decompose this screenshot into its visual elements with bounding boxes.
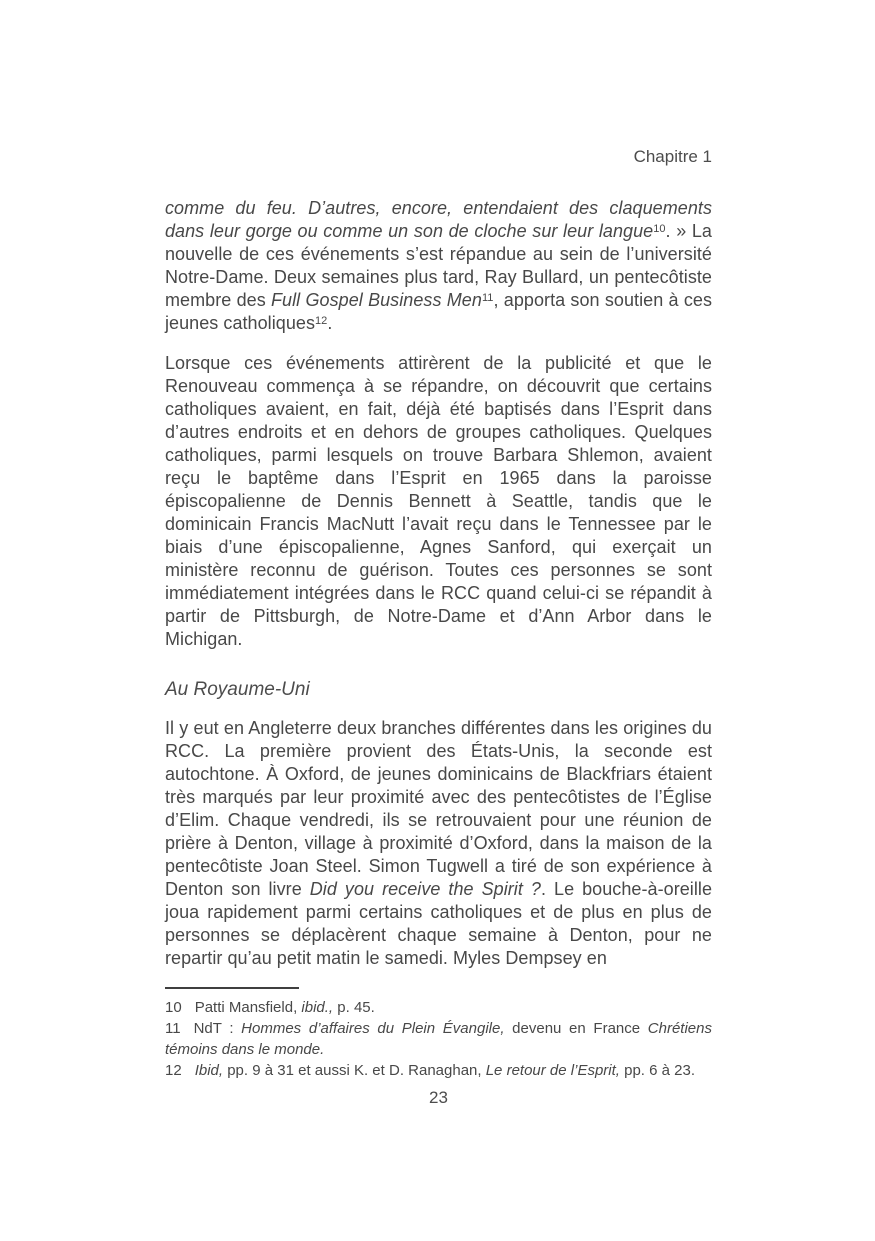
footnote-text: p. 45. xyxy=(333,999,375,1016)
footnote-text: devenu en France xyxy=(504,1020,648,1037)
footnote-ref-12: 12 xyxy=(315,315,328,328)
footnote-ref-11: 11 xyxy=(481,292,494,305)
footnote-italic: Ibid, xyxy=(194,1062,224,1079)
footnote-italic: Hommes d’affaires du Plein Évangile, xyxy=(241,1020,505,1037)
paragraph-text: , apporta son soutien à ces jeunes catholiques xyxy=(165,290,712,333)
footnote-11 xyxy=(165,1018,712,1060)
footnote-italic: Chrétiens témoins dans le monde. xyxy=(165,1020,712,1058)
running-header xyxy=(165,147,712,167)
chapter-label: Chapitre 1 xyxy=(633,147,712,166)
paragraph-text: Il y eut en Angleterre deux branches différentes dans les origines du RCC. La première provient des États-Unis, la seconde est autochtone. À Oxford, de jeunes dominicains de Blackfriars étaient très marqués par leur proximité avec des pentecôtistes de l’Église d’Elim. Chaque vendredi, ils se retrouvaient pour une réunion de prière à Denton, village à proximité d’Oxford, dans la maison de la pentecôtiste Joan Steel. Simon Tugwell a tiré de son expérience à Denton son livre xyxy=(165,718,712,899)
quote-italic-text: comme du feu. D’autres, encore, entendaient des claquements dans leur gorge ou comme un son de cloche sur leur langue xyxy=(165,198,712,241)
section-heading-label: Au Royaume-Uni xyxy=(165,679,310,700)
footnote-rule xyxy=(165,987,299,989)
page-number: 23 xyxy=(429,1088,448,1107)
footnote-10 xyxy=(165,997,712,1018)
section-heading xyxy=(165,678,712,701)
footnote-text: NdT : xyxy=(193,1020,242,1037)
footnote-12 xyxy=(165,1060,712,1081)
footnote-italic: Le retour de l’Esprit, xyxy=(485,1062,620,1079)
book-title-italic: Full Gospel Business Men xyxy=(271,290,482,310)
footnote-text: pp. 9 à 31 et aussi K. et D. Ranaghan, xyxy=(223,1062,486,1079)
paragraph-royaume-uni xyxy=(165,717,712,970)
paragraph-quote xyxy=(165,197,712,335)
paragraph-text: Lorsque ces événements attirèrent de la publicité et que le Renouveau commença à se répandre, on découvrit que certains catholiques avaient, en fait, déjà été baptisés dans l’Esprit dans d’autres endroits et en dehors de groupes catholiques. Quelques catholiques, parmi lesquels on trouve Barbara Shlemon, avaient reçu le baptême dans l’Esprit en 1965 dans la paroisse épiscopalienne de Dennis Bennett à Seattle, tandis que le dominicain Francis MacNutt l’avait reçu dans le Tennessee par le biais d’une épiscopalienne, Agnes Sanford, qui exerçait un ministère reconnu de guérison. Toutes ces personnes se sont immédiatement intégrées dans le RCC quand celui-ci se répandit à partir de Pittsburgh, de Notre-Dame et d’Ann Arbor dans le Michigan. xyxy=(165,353,712,649)
footnote-number: 10 xyxy=(165,999,182,1016)
paragraph-text: . Le bouche-à-oreille joua rapidement parmi certains catholiques et de plus en plus de personnes se déplacèrent chaque semaine à Denton, pour ne repartir qu’au petit matin le samedi. Myles Dempsey en xyxy=(165,879,713,968)
footnote-text: Patti Mansfield, xyxy=(194,999,302,1016)
footnote-italic: ibid., xyxy=(301,999,334,1016)
paragraph-text: . » La nouvelle de ces événements s’est répandue au sein de l’université Notre-Dame. Deux semaines plus tard, Ray Bullard, un pentecôtiste membre des xyxy=(165,221,712,310)
footnote-ref-10: 10 xyxy=(653,223,666,236)
paragraph-text: . xyxy=(327,313,333,333)
footnote-number: 11 xyxy=(165,1020,181,1037)
footnote-text: pp. 6 à 23. xyxy=(619,1062,696,1079)
book-title-italic: Did you receive the Spirit ? xyxy=(309,879,541,899)
paragraph-renouveau xyxy=(165,352,712,651)
footnote-number: 12 xyxy=(165,1062,182,1079)
page-content xyxy=(165,147,712,1108)
footnotes-block xyxy=(165,997,712,1081)
